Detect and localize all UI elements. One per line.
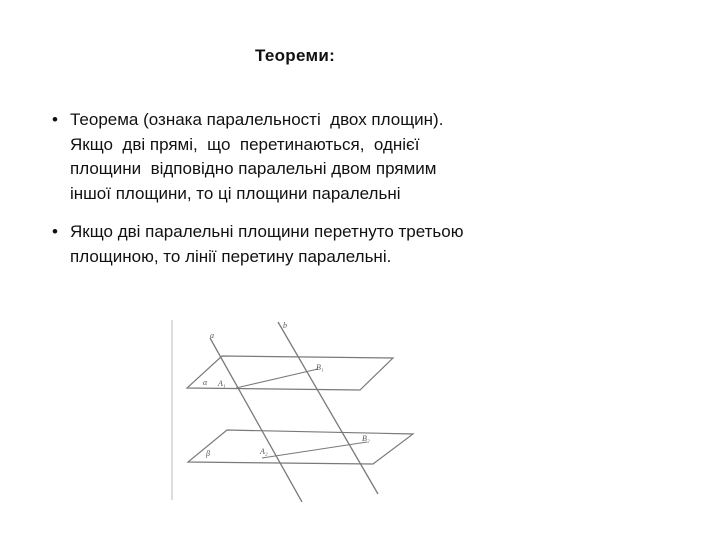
label-alpha: α: [203, 378, 208, 387]
bullet-line: Теорема (ознака паралельності двох площин).: [70, 110, 444, 129]
line-a: [210, 338, 302, 502]
bullet-line: площини відповідно паралельні двом прямим: [70, 159, 437, 178]
bullet-marker: •: [52, 222, 58, 241]
slide-title: Теореми:: [255, 46, 336, 65]
line-b: [278, 322, 378, 494]
plane-beta: [188, 430, 413, 464]
intersection-line-alpha: [236, 369, 318, 388]
parallel-planes-diagram: [170, 318, 420, 502]
bullet-line: іншої площини, то ці площини паралельні: [70, 183, 401, 203]
bullet-theorem-parallel-planes: [52, 108, 572, 206]
bullet-line: Якщо дві прямі, що перетинаються, однієї: [70, 134, 420, 154]
label-beta: β: [206, 449, 210, 458]
label-line-a: a: [210, 331, 214, 340]
label-A2: A₂: [260, 447, 268, 456]
intersection-line-beta: [262, 442, 367, 458]
label-B1: B₁: [316, 363, 324, 372]
label-line-b: b: [283, 321, 287, 330]
bullet-line: площиною, то лінії перетину паралельні.: [70, 246, 392, 266]
label-B2: B₂: [362, 434, 370, 443]
geometry-figure: [170, 318, 420, 502]
bullet-marker: •: [52, 110, 58, 129]
bullet-intersection-lines: [52, 220, 572, 269]
bullet-line: Якщо дві паралельні площини перетнуто третьою: [70, 222, 464, 241]
label-A1: A₁: [218, 379, 226, 388]
bullet-list: [52, 108, 572, 283]
